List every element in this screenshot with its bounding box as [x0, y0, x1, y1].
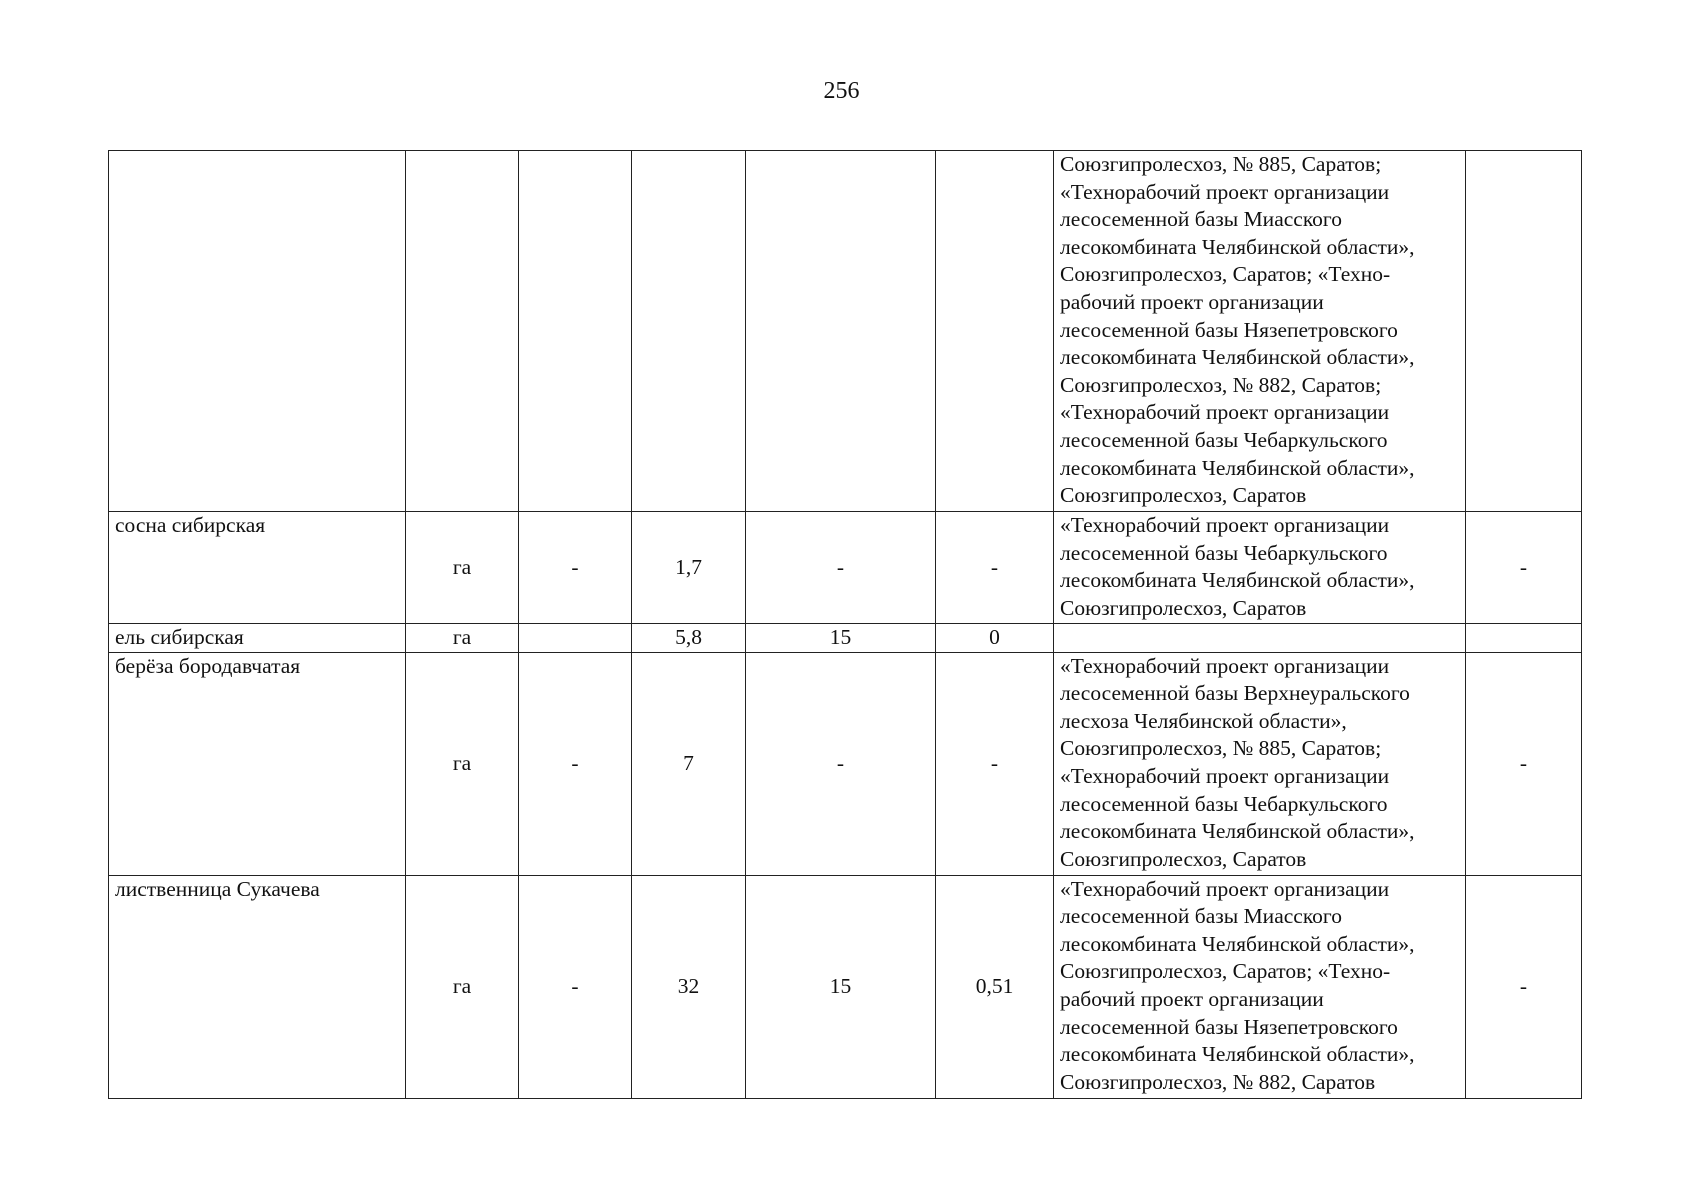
last-value-cell: - — [1466, 652, 1582, 875]
source-document-line: лесосеменной базы Чебаркульского — [1060, 427, 1388, 452]
source-document-cell — [1054, 652, 1466, 875]
source-document-line: лесокомбината Челябинской области», — [1060, 931, 1415, 956]
value-cell-4 — [632, 151, 746, 512]
value-cell-4: 1,7 — [632, 512, 746, 624]
table-row — [109, 512, 1582, 624]
species-name-cell: лиственница Сукачева — [109, 875, 406, 1098]
table-row — [109, 652, 1582, 875]
value-cell-6: - — [936, 652, 1054, 875]
value-cell-3: - — [519, 652, 632, 875]
source-document-line: лесосеменной базы Миасского — [1060, 207, 1342, 232]
source-document-line: рабочий проект организации — [1060, 986, 1324, 1011]
source-document-line: Союзгипролесхоз, № 885, Саратов; — [1060, 152, 1382, 176]
species-name-cell: берёза бородавчатая — [109, 652, 406, 875]
unit-cell: га — [406, 512, 519, 624]
value-cell-3 — [519, 151, 632, 512]
unit-cell: га — [406, 875, 519, 1098]
value-cell-5: - — [746, 652, 936, 875]
value-cell-5: 15 — [746, 624, 936, 653]
table-row — [109, 151, 1582, 512]
source-document-line: лесхоза Челябинской области», — [1060, 708, 1347, 733]
source-document-cell — [1054, 875, 1466, 1098]
source-document-line: Союзгипролесхоз, Саратов; «Техно- — [1060, 959, 1391, 984]
source-document-line: лесокомбината Челябинской области», — [1060, 234, 1415, 259]
source-document-line: лесосеменной базы Чебаркульского — [1060, 540, 1388, 565]
table-row — [109, 624, 1582, 653]
source-document-line: лесокомбината Челябинской области», — [1060, 819, 1415, 844]
last-value-cell — [1466, 624, 1582, 653]
value-cell-6 — [936, 151, 1054, 512]
source-document-line: лесосеменной базы Нязепетровского — [1060, 1014, 1398, 1039]
source-document-line: Союзгипролесхоз, Саратов; «Техно- — [1060, 262, 1391, 287]
source-document-cell — [1054, 151, 1466, 512]
source-document-cell — [1054, 624, 1466, 653]
source-document-line: Союзгипролесхоз, № 882, Саратов — [1060, 1069, 1376, 1094]
source-document-line: Союзгипролесхоз, № 882, Саратов; — [1060, 372, 1382, 397]
value-cell-4: 5,8 — [632, 624, 746, 653]
unit-cell — [406, 151, 519, 512]
source-document-line: лесокомбината Челябинской области», — [1060, 455, 1415, 480]
source-document-line: «Технорабочий проект организации — [1060, 876, 1390, 901]
source-document-line: «Технорабочий проект организации — [1060, 400, 1390, 425]
source-document-line: рабочий проект организации — [1060, 289, 1324, 314]
source-document-line: лесосеменной базы Верхнеуральского — [1060, 681, 1410, 706]
value-cell-3: - — [519, 512, 632, 624]
source-document-cell — [1054, 512, 1466, 624]
value-cell-5: - — [746, 512, 936, 624]
table-row — [109, 875, 1582, 1098]
source-document-line: лесосеменной базы Чебаркульского — [1060, 791, 1388, 816]
source-document-line: Союзгипролесхоз, Саратов — [1060, 595, 1307, 620]
source-document-line: лесокомбината Челябинской области», — [1060, 568, 1415, 593]
source-document-line: лесокомбината Челябинской области», — [1060, 345, 1415, 370]
source-document-line: Союзгипролесхоз, Саратов — [1060, 846, 1307, 871]
source-document-line: «Технорабочий проект организации — [1060, 513, 1390, 537]
species-table — [108, 150, 1582, 1099]
last-value-cell — [1466, 151, 1582, 512]
value-cell-3 — [519, 624, 632, 653]
source-document-line: лесокомбината Челябинской области», — [1060, 1042, 1415, 1067]
value-cell-6: - — [936, 512, 1054, 624]
source-document-line: лесосеменной базы Нязепетровского — [1060, 317, 1398, 342]
value-cell-6: 0,51 — [936, 875, 1054, 1098]
value-cell-4: 7 — [632, 652, 746, 875]
value-cell-5: 15 — [746, 875, 936, 1098]
value-cell-5 — [746, 151, 936, 512]
value-cell-6: 0 — [936, 624, 1054, 653]
source-document-line: лесосеменной базы Миасского — [1060, 904, 1342, 929]
value-cell-3: - — [519, 875, 632, 1098]
last-value-cell: - — [1466, 875, 1582, 1098]
source-document-line: «Технорабочий проект организации — [1060, 179, 1390, 204]
species-name-cell — [109, 151, 406, 512]
unit-cell: га — [406, 624, 519, 653]
last-value-cell: - — [1466, 512, 1582, 624]
value-cell-4: 32 — [632, 875, 746, 1098]
page-number: 256 — [823, 78, 860, 104]
unit-cell: га — [406, 652, 519, 875]
source-document-line: «Технорабочий проект организации — [1060, 763, 1390, 788]
source-document-line: Союзгипролесхоз, Саратов — [1060, 483, 1307, 508]
source-document-line: «Технорабочий проект организации — [1060, 653, 1390, 678]
source-document-line: Союзгипролесхоз, № 885, Саратов; — [1060, 736, 1382, 761]
species-name-cell: сосна сибирская — [109, 512, 406, 624]
species-name-cell: ель сибирская — [109, 624, 406, 653]
